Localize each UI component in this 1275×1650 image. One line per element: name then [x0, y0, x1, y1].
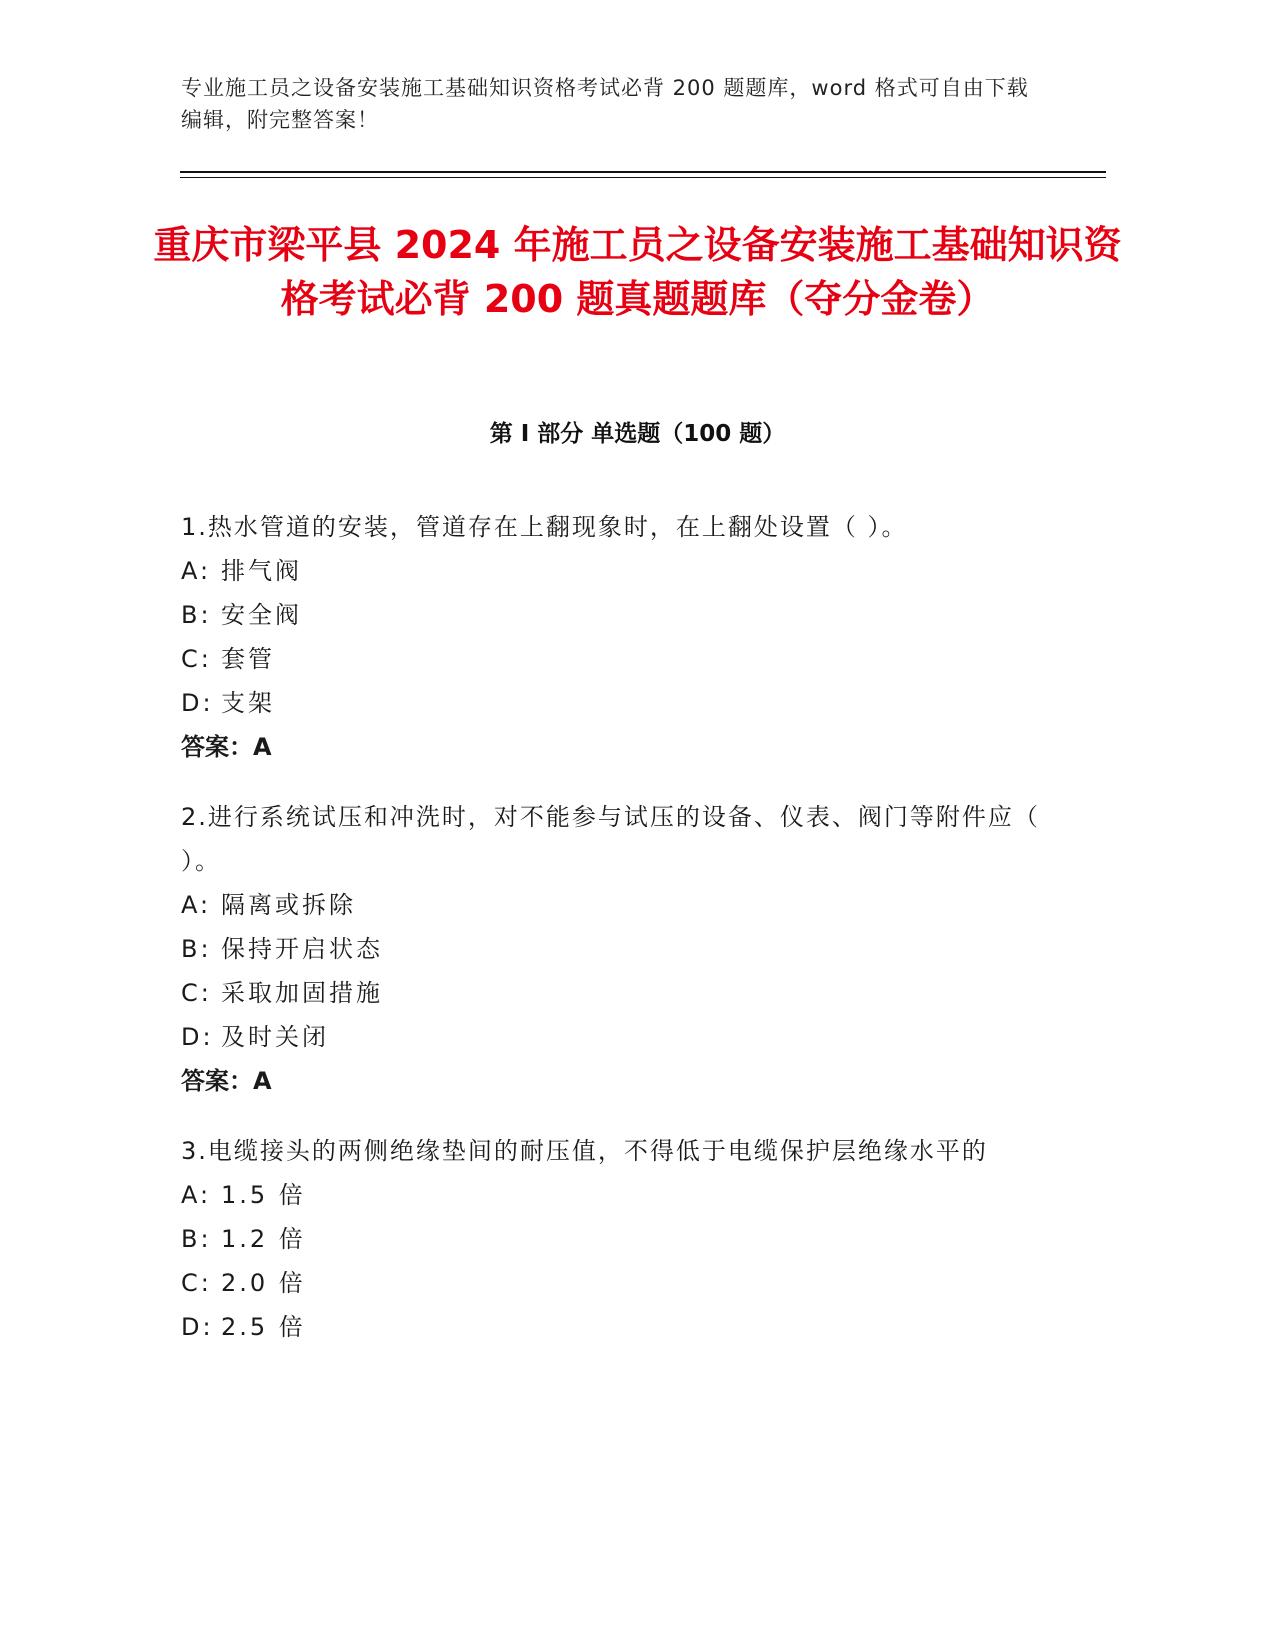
option-text: 2.0 倍 [221, 1269, 306, 1297]
option-text: 保持开启状态 [221, 935, 383, 963]
document-title: 重庆市梁平县 2024 年施工员之设备安装施工基础知识资格考试必背 200 题真题题库（夺分金卷） [153, 223, 1122, 321]
option-key: C: [181, 979, 212, 1007]
option-key: A: [181, 557, 212, 585]
option-key: D: [181, 1023, 214, 1051]
option-text: 1.2 倍 [221, 1225, 306, 1253]
option-text: 安全阀 [221, 601, 302, 629]
option-key: C: [181, 1269, 212, 1297]
option-d [181, 681, 1041, 725]
option-a [181, 549, 1041, 593]
option-text: 支架 [221, 689, 275, 717]
question-stem: 1.热水管道的安装，管道存在上翻现象时，在上翻处设置（ ）。 [181, 513, 908, 541]
option-a [181, 883, 1041, 927]
option-text: 及时关闭 [221, 1023, 329, 1051]
option-a [181, 1173, 1041, 1217]
option-text: 采取加固措施 [221, 979, 383, 1007]
option-key: B: [181, 601, 212, 629]
header-rule-thin [180, 177, 1106, 178]
option-b [181, 593, 1041, 637]
option-text: 1.5 倍 [221, 1181, 306, 1209]
option-c [181, 637, 1041, 681]
option-c [181, 1261, 1041, 1305]
option-text: 排气阀 [221, 557, 302, 585]
option-key: B: [181, 935, 212, 963]
option-text: 2.5 倍 [221, 1313, 306, 1341]
question-stem: 3.电缆接头的两侧绝缘垫间的耐压值，不得低于电缆保护层绝缘水平的 [181, 1137, 988, 1165]
option-key: B: [181, 1225, 212, 1253]
option-key: D: [181, 1313, 214, 1341]
option-key: A: [181, 1181, 212, 1209]
header-note: 专业施工员之设备安装施工基础知识资格考试必背 200 题题库，word 格式可自由下载编辑，附完整答案！ [181, 76, 1029, 132]
option-c [181, 971, 1041, 1015]
option-text: 隔离或拆除 [221, 891, 356, 919]
header-rule-thick [180, 171, 1106, 173]
option-key: D: [181, 689, 214, 717]
question-1 [181, 505, 1041, 769]
option-text: 套管 [221, 645, 275, 673]
question-stem: 2.进行系统试压和冲洗时，对不能参与试压的设备、仪表、阀门等附件应（ ）。 [181, 803, 1040, 875]
section-heading: 第 I 部分 单选题（100 题） [489, 421, 786, 447]
option-d [181, 1305, 1041, 1349]
answer-line: 答案：A [181, 733, 272, 761]
option-b [181, 1217, 1041, 1261]
question-2 [181, 795, 1041, 1103]
option-d [181, 1015, 1041, 1059]
question-3 [181, 1129, 1041, 1349]
answer-line: 答案：A [181, 1067, 272, 1095]
option-key: A: [181, 891, 212, 919]
option-key: C: [181, 645, 212, 673]
question-list [181, 505, 1041, 1375]
option-b [181, 927, 1041, 971]
